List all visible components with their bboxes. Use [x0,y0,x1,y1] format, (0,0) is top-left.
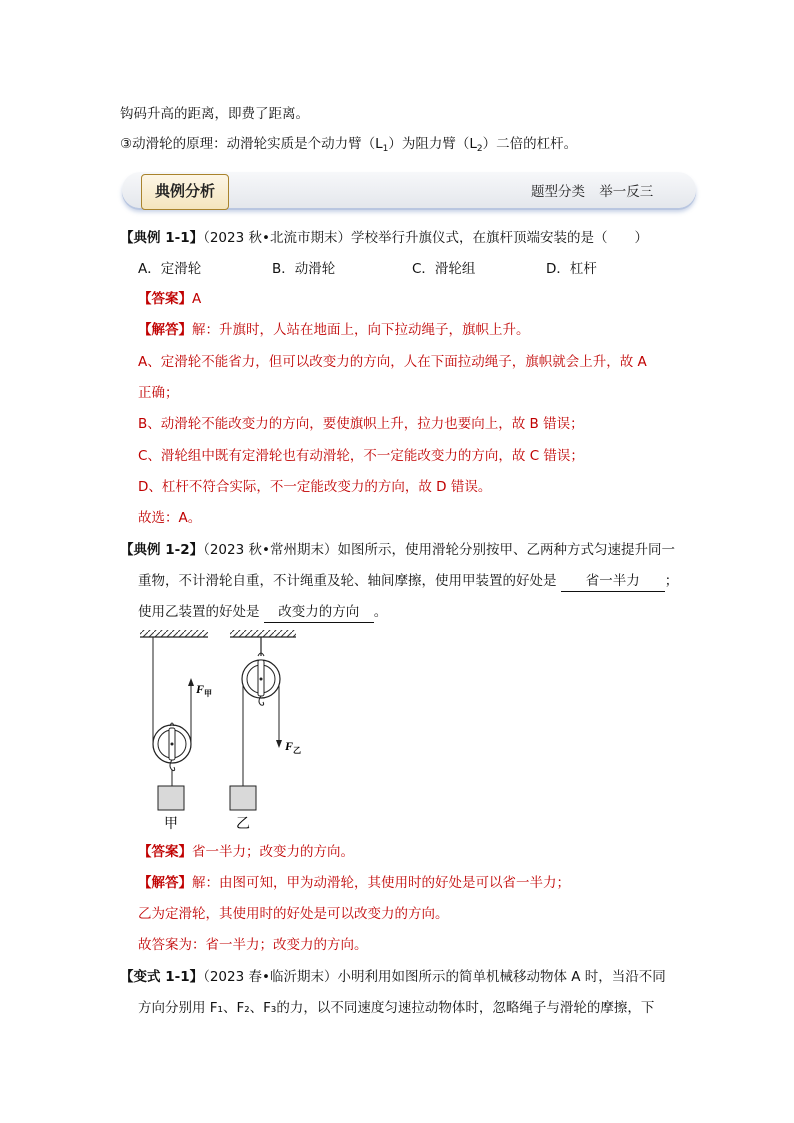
label-jia: 甲 [164,817,178,832]
ceiling-yi [230,630,296,637]
example-1-2-line-3: 使用乙装置的好处是 改变力的方向 。 [138,602,387,623]
variant-1-1-question: 【变式 1-1】（2023 春•临沂期末）小明利用如图所示的简单机械移动物体 A 时，当沿不同 [120,969,666,985]
intro-line-2: ③动滑轮的原理：动滑轮实质是个动力臂$(L_1)$为阻力臂$(L_2)$二倍的杠杆。 [120,136,578,154]
option-d: D．杠杆 [546,261,597,277]
force-arrow-jia [188,678,194,716]
example-1-2-line-2: 重物，不计滑轮自重，不计绳重及轮、轴间摩擦，使用甲装置的好处是 省一半力 ； [138,571,678,592]
solution-line: 正确； [138,385,179,401]
ceiling-jia [140,630,208,637]
solution-line: C、滑轮组中既有定滑轮也有动滑轮，不一定能改变力的方向，故 C 错误； [138,448,584,464]
fixed-pulley-yi [230,637,280,810]
option-c: C．滑轮组 [412,261,476,277]
solution-line: 故选：A。 [138,510,202,526]
blank-1: 省一半力 [561,571,665,592]
force-label-yi: $F_乙$ [285,739,302,755]
intro-line-1: 钩码升高的距离，即费了距离。 [120,106,309,122]
example-1-2-answer: 【答案】省一半力；改变力的方向。 [138,844,354,860]
force-arrow-yi [276,721,282,748]
solution-line: B、动滑轮不能改变力的方向，要使旗帜上升，拉力也要向上，故 B 错误； [138,416,584,432]
blank-2: 改变力的方向 [264,602,374,623]
pulley-figure [136,626,306,836]
option-b: B．动滑轮 [272,261,336,277]
option-a: A．定滑轮 [138,261,202,277]
solution-line: A、定滑轮不能省力，但可以改变力的方向，人在下面拉动绳子，旗帜就会上升，故 A [138,354,647,370]
movable-pulley-jia [153,637,191,810]
section-tag: 典例分析 [141,174,229,210]
solution-line: D、杠杆不符合实际，不一定能改变力的方向，故 D 错误。 [138,479,492,495]
label-yi: 乙 [236,817,250,832]
example-1-2-question: 【典例 1-2】（2023 秋•常州期末）如图所示，使用滑轮分别按甲、乙两种方式匀速提升同一 [120,542,675,558]
force-label-jia: $F_甲$ [196,682,213,698]
variant-1-1-line-2: 方向分别用 F₁、F₂、F₃的力，以不同速度匀速拉动物体时，忽略绳子与滑轮的摩擦，下 [138,1000,655,1016]
section-subtitle: 题型分类 举一反三 [531,184,654,200]
example-1-1-solution-lead: 【解答】解：升旗时，人站在地面上，向下拉动绳子，旗帜上升。 [138,322,530,338]
solution-line: 故答案为：省一半力；改变力的方向。 [138,937,368,953]
example-1-2-solution-lead: 【解答】解：由图可知，甲为动滑轮，其使用时的好处是可以省一半力； [138,875,570,891]
example-1-1-question: 【典例 1-1】（2023 秋•北流市期末）学校举行升旗仪式，在旗杆顶端安装的是（ ） [120,230,648,246]
example-1-1-answer: 【答案】A [138,291,202,307]
solution-line: 乙为定滑轮，其使用时的好处是可以改变力的方向。 [138,906,449,922]
